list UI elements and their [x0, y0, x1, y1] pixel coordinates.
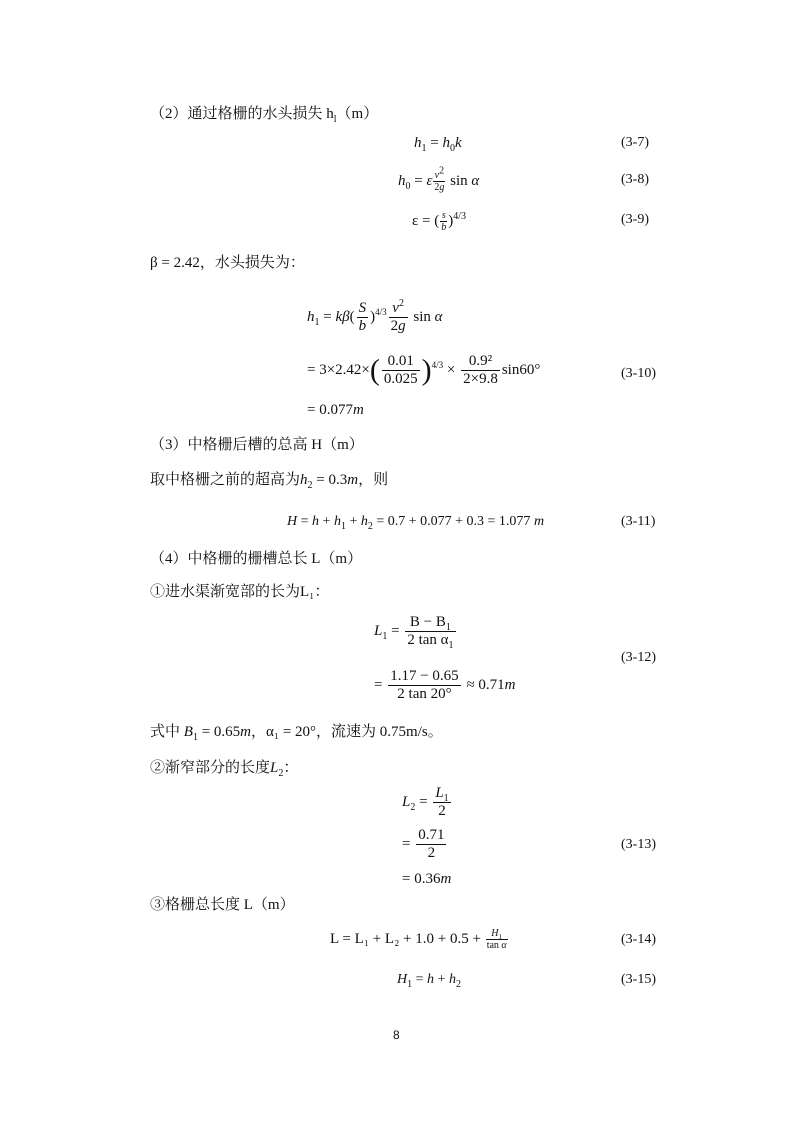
- equation-3-13-line2: = $\frac{0.71}{2}$: [402, 827, 445, 861]
- equation-3-12-line2: = $\frac{1.17 - 0.65}{2 \tan 20^\circ}$ ≈ 0.71m: [374, 668, 516, 702]
- section-3-heading: （3）中格栅后槽的总高 H（m）: [150, 437, 364, 453]
- equation-3-12-line1: $L_1$ = $\frac{B - B_1}{2 \tan \alpha_1}$: [374, 614, 454, 651]
- equation-3-7: $h_1 = h_0k$: [414, 135, 462, 154]
- equation-number-3-8: (3-8): [621, 172, 649, 187]
- equation-3-8: $h_0 = \varepsilon$ $\frac{v^2}{2g}$ sin α: [398, 165, 480, 193]
- equation-number-3-14: (3-14): [621, 932, 656, 947]
- beta-line: β = 2.42，水头损失为：: [150, 255, 305, 271]
- page-number: 8: [393, 1028, 400, 1042]
- equation-3-9: ε = ( $\frac{s}{b}$ )$^{4/3}$: [412, 210, 467, 233]
- equation-number-3-7: (3-7): [621, 135, 649, 150]
- equation-number-3-11: (3-11): [621, 514, 656, 529]
- section-4-heading: （4）中格栅的栅槽总长 L（m）: [150, 551, 363, 567]
- where-line: 式中 $B_1 = 0.65m$，α₁ = 20°，流速为 0.75m/s。: [150, 724, 443, 743]
- equation-3-13-result: = 0.36m: [402, 871, 452, 887]
- equation-3-11: $H = h + h_1 + h_2 = 0.7 + 0.077 + 0.3 = 1.077$ m: [287, 514, 545, 532]
- equation-3-14: L = L₁ + L₂ + 1.0 + 0.5 + $\frac{H_1}{\text{tan α}}$: [330, 928, 507, 951]
- equation-number-3-13: (3-13): [621, 837, 656, 852]
- item-3: ③格栅总长度 L（m）: [150, 897, 295, 913]
- equation-3-10-line1: $h_1 = k\beta$( $\frac{S}{b}$ )$^{4/3}$ $\frac{v^2}{2g}$ sin α: [307, 298, 443, 334]
- equation-number-3-12: (3-12): [621, 650, 656, 665]
- equation-3-10-line2: = 3×2.42×( $\frac{0.01}{0.025}$ )$^{4/3}$ × $\frac{\text{0.9²}}{2\times 9.8}$ sin60°: [307, 353, 541, 387]
- item-1: ①进水渠渐宽部的长为L₁：: [150, 584, 330, 600]
- equation-3-15: $H_1 = h + h_2$: [397, 972, 461, 990]
- section-3-text: 取中格栅之前的超高为$h_2 = 0.3m$，则: [150, 472, 389, 491]
- equation-3-13-line1: $L_2$ = $\frac{L_1}{2}$: [402, 785, 449, 819]
- equation-number-3-15: (3-15): [621, 972, 656, 987]
- equation-number-3-9: (3-9): [621, 212, 649, 227]
- equation-3-10-result: = 0.077m: [307, 402, 364, 418]
- equation-number-3-10: (3-10): [621, 366, 656, 381]
- section-2-heading: （2）通过格栅的水头损失 $h_l(m)$: [150, 106, 379, 125]
- item-2: ②渐窄部分的长度$L_2$：: [150, 760, 299, 779]
